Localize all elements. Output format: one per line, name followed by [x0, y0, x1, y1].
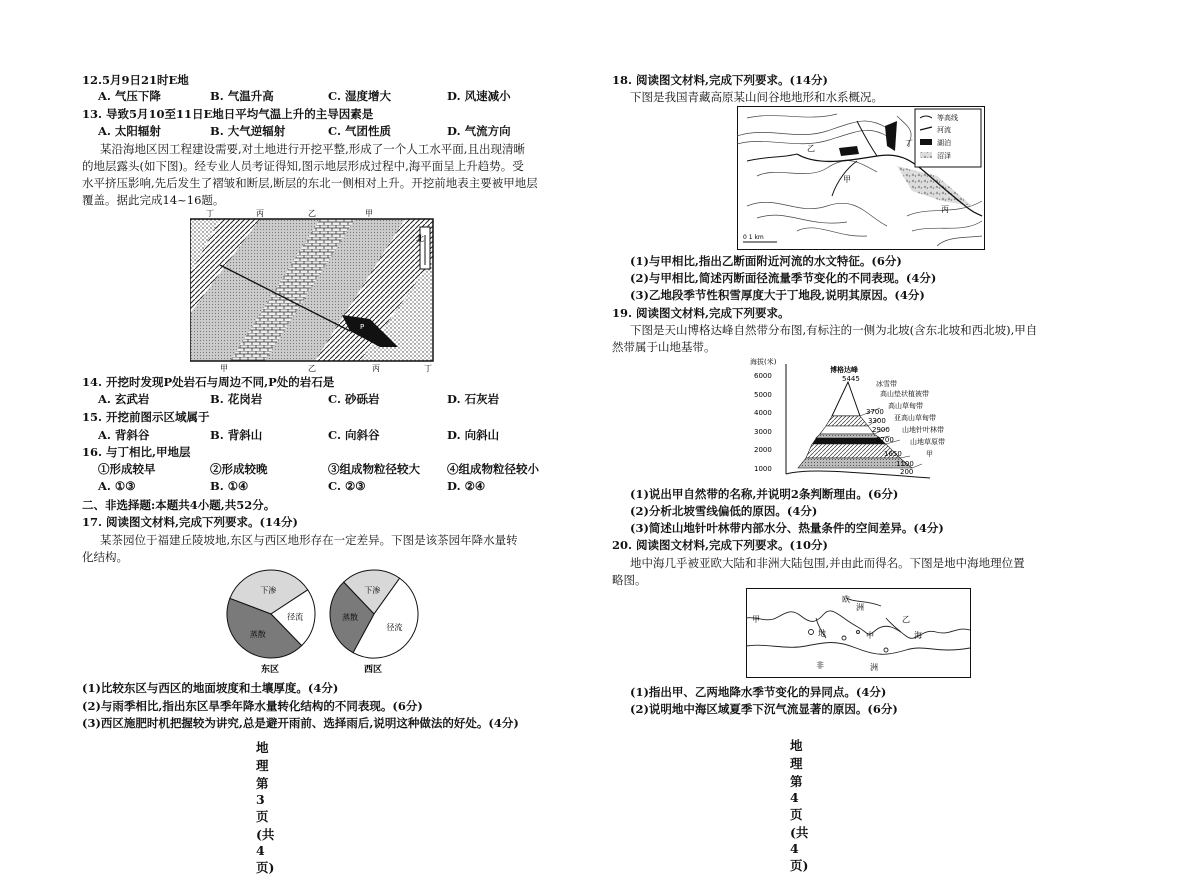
peak-name: 博格达峰 — [830, 366, 858, 374]
q18-ask: (2)与甲相比,简述丙断面径流量季节变化的不同表现。(4分) — [630, 271, 937, 285]
page-footer-left: 地理 第3页(共4页) — [256, 740, 275, 875]
altitude-label: 200 — [900, 468, 914, 476]
q17-ask: (2)与雨季相比,指出东区旱季年降水量转化结构的不同表现。(6分) — [82, 699, 423, 713]
y-tick: 1000 — [754, 465, 772, 473]
q16-option-c: C. ②③ — [328, 479, 366, 493]
q12-option-b: B. 气温升高 — [210, 89, 274, 103]
q19-ask: (1)说出甲自然带的名称,并说明2条判断理由。(6分) — [630, 487, 899, 501]
pie-slice-label: 下渗 — [260, 585, 277, 595]
bottom-label: 甲 — [220, 364, 228, 372]
q13-option-c: C. 气团性质 — [328, 124, 391, 138]
pie-slice-label: 径流 — [386, 622, 403, 632]
pie-west-title: 西区 — [364, 665, 383, 675]
mediterranean-map — [746, 588, 971, 678]
peak-altitude: 5445 — [842, 375, 860, 383]
q16-item: ②形成较晚 — [210, 462, 268, 476]
passage1-line: 水平挤压影响,先后发生了褶皱和断层,断层的东北一侧相对上升。开挖前地表主要被甲地层 — [82, 176, 538, 190]
altitude-label: 2900 — [872, 426, 890, 434]
bottom-label: 丙 — [372, 364, 380, 372]
q16-option-b: B. ①④ — [210, 479, 249, 493]
q16-item: ④组成物粒径较小 — [447, 462, 539, 476]
q14-option-a: A. 玄武岩 — [98, 392, 150, 406]
q16-item: ③组成物粒径较大 — [328, 462, 420, 476]
zone-label: 冰雪带 — [876, 380, 897, 388]
q12-option-d: D. 风速减小 — [447, 89, 511, 103]
section2-heading: 二、非选择题:本题共4小题,共52分。 — [82, 498, 276, 512]
q18-ask: (1)与甲相比,指出乙断面附近河流的水文特征。(6分) — [630, 254, 902, 268]
map-label: 丙 — [941, 205, 949, 214]
q13-stem: 13. 导致5月10至11日E地日平均气温上升的主导因素是 — [82, 107, 374, 121]
q13-option-a: A. 太阳辐射 — [98, 124, 161, 138]
q15-option-d: D. 向斜山 — [447, 428, 500, 442]
q14-option-b: B. 花岗岩 — [210, 392, 263, 406]
legend-lake: 湖泊 — [937, 139, 951, 147]
legend-contour: 等高线 — [937, 114, 958, 122]
legend-river: 河流 — [937, 126, 951, 134]
q19-passage: 下图是天山博格达峰自然带分布图,有标注的一侧为北坡(含东北坡和西北坡),甲自 — [630, 323, 1038, 337]
map-label: 甲 — [843, 175, 851, 184]
q20-passage: 略图。 — [612, 573, 647, 587]
q18-ask: (3)乙地段季节性积雪厚度大于丁地段,说明其原因。(4分) — [630, 288, 925, 302]
q19-ask: (2)分析北坡雪线偏低的原因。(4分) — [630, 504, 818, 518]
zone-label: 山地草原带 — [910, 438, 945, 446]
top-label: 乙 — [308, 209, 316, 218]
q15-stem: 15. 开挖前图示区域属于 — [82, 410, 210, 424]
pie-slice-label: 下渗 — [364, 585, 381, 595]
altitude-label: 2700 — [876, 436, 894, 444]
page-footer-right: 地理 第4页(共4页) — [790, 738, 809, 873]
geology-figure — [190, 207, 440, 372]
y-tick: 6000 — [754, 372, 772, 380]
q15-option-c: C. 向斜谷 — [328, 428, 380, 442]
north-label: 北 — [416, 234, 424, 243]
pie-slice-label: 蒸散 — [249, 630, 266, 640]
scale-bar: 0 1 km — [743, 234, 764, 241]
q16-stem: 16. 与丁相比,甲地层 — [82, 445, 191, 459]
passage1-line: 的地层露头(如下图)。经专业人员考证得知,图示地层形成过程中,海平面呈上升趋势。受 — [82, 159, 524, 173]
q15-option-a: A. 背斜谷 — [98, 428, 150, 442]
map-label-europe: 洲 — [856, 603, 864, 612]
bottom-label: 乙 — [308, 364, 316, 372]
q17-passage: 化结构。 — [82, 550, 128, 564]
zone-label: 甲 — [926, 450, 933, 458]
q16-option-a: A. ①③ — [98, 479, 136, 493]
zone-label: 山地针叶林带 — [902, 426, 944, 434]
q17-passage: 某茶园位于福建丘陵坡地,东区与西区地形存在一定差异。下图是该茶园年降水量转 — [100, 533, 518, 547]
q12-option-c: C. 湿度增大 — [328, 89, 391, 103]
altitude-label: 1650 — [884, 450, 902, 458]
q19-passage: 然带属于山地基带。 — [612, 340, 716, 354]
map-label-yi: 乙 — [902, 615, 910, 624]
q19-ask: (3)简述山地针叶林带内部水分、热量条件的空间差异。(4分) — [630, 521, 944, 535]
map-label-sea: 地 — [818, 629, 826, 638]
map-label-sea: 中 — [866, 631, 874, 640]
q16-option-d: D. ②④ — [447, 479, 486, 493]
map-label: 丁 — [905, 139, 913, 148]
q15-option-b: B. 背斜山 — [210, 428, 263, 442]
pie-slice-label: 蒸散 — [342, 613, 358, 623]
top-label: 丙 — [256, 209, 264, 218]
zone-label: 亚高山草甸带 — [894, 414, 936, 422]
zone-label: 高山垫状植被带 — [880, 390, 929, 398]
map-label-sea: 海 — [914, 631, 922, 640]
map-label-africa: 洲 — [870, 663, 878, 672]
q19-stem: 19. 阅读图文材料,完成下列要求。 — [612, 306, 790, 320]
altitude-label: 3300 — [868, 417, 886, 425]
pie-east-title: 东区 — [261, 665, 280, 675]
river-valley-map — [737, 106, 985, 250]
q13-option-b: B. 大气逆辐射 — [210, 124, 286, 138]
q20-stem: 20. 阅读图文材料,完成下列要求。(10分) — [612, 538, 828, 552]
y-tick: 3000 — [754, 428, 772, 436]
q17-ask: (3)西区施肥时机把握较为讲究,总是避开雨前、选择雨后,说明这种做法的好处。(4分) — [82, 716, 519, 730]
q14-option-c: C. 砂砾岩 — [328, 392, 380, 406]
q12-option-a: A. 气压下降 — [98, 89, 161, 103]
q20-ask: (2)说明地中海区域夏季下沉气流显著的原因。(6分) — [630, 702, 898, 716]
q18-passage: 下图是我国青藏高原某山间谷地地形和水系概况。 — [630, 90, 883, 104]
y-tick: 4000 — [754, 409, 772, 417]
y-tick: 5000 — [754, 391, 772, 399]
q13-option-d: D. 气流方向 — [447, 124, 511, 138]
q14-option-d: D. 石灰岩 — [447, 392, 500, 406]
q20-passage: 地中海几乎被亚欧大陆和非洲大陆包围,并由此而得名。下图是地中海地理位置 — [630, 556, 1025, 570]
q17-stem: 17. 阅读图文材料,完成下列要求。(14分) — [82, 515, 298, 529]
map-label: 乙 — [807, 144, 815, 153]
p-label: P — [360, 323, 365, 331]
map-label-europe: 欧 — [842, 595, 850, 604]
q16-item: ①形成较早 — [98, 462, 156, 476]
altitude-zone-diagram — [750, 356, 980, 482]
map-label-jia: 甲 — [752, 615, 760, 624]
q20-ask: (1)指出甲、乙两地降水季节变化的异同点。(4分) — [630, 685, 887, 699]
q12-stem: 12.5月9日21时E地 — [82, 73, 189, 87]
passage1-line: 某沿海地区因工程建设需要,对土地进行开挖平整,形成了一个人工水平面,且出现清晰 — [100, 142, 525, 156]
map-label-africa: 非 — [816, 661, 824, 670]
altitude-label: 1100 — [896, 460, 914, 468]
altitude-label: 3700 — [866, 408, 884, 416]
legend-marsh: 沼泽 — [937, 152, 951, 160]
y-axis-label: 海拔(米) — [750, 358, 777, 366]
top-label: 丁 — [206, 209, 214, 218]
zone-label: 高山草甸带 — [888, 402, 923, 410]
q18-stem: 18. 阅读图文材料,完成下列要求。(14分) — [612, 73, 828, 87]
y-tick: 2000 — [754, 446, 772, 454]
bottom-label: 丁 — [424, 364, 432, 372]
q17-ask: (1)比较东区与西区的地面坡度和土壤厚度。(4分) — [82, 681, 339, 695]
pie-chart-west — [328, 568, 508, 676]
passage1-line: 覆盖。据此完成14~16题。 — [82, 193, 225, 207]
pie-slice-label: 径流 — [287, 612, 304, 622]
q14-stem: 14. 开挖时发现P处岩石与周边不同,P处的岩石是 — [82, 375, 335, 389]
top-label: 甲 — [365, 209, 373, 218]
